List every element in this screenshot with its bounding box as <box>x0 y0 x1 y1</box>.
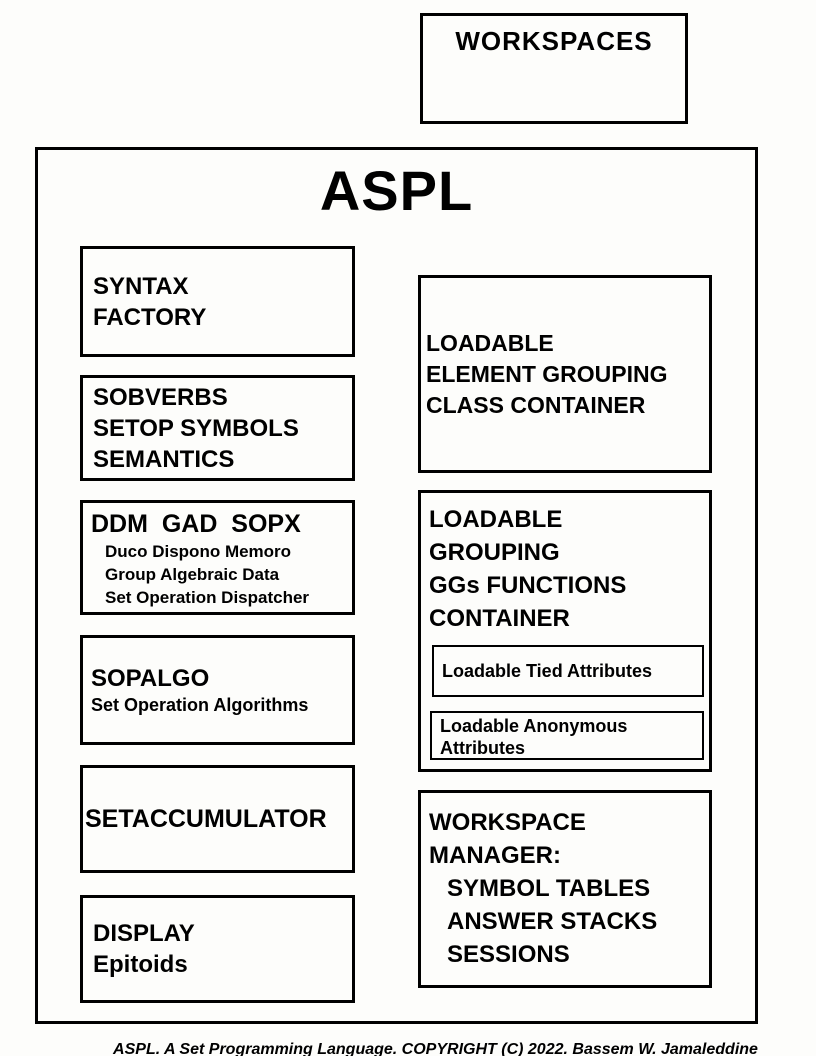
sopalgo-box <box>80 635 355 745</box>
loadable-anonymous-attributes-box <box>430 711 704 760</box>
loadable-anonymous-attributes-label: Loadable Anonymous Attributes <box>440 716 628 758</box>
loadable-element-grouping-box <box>418 275 712 473</box>
ddm-gad-sopx-title: DDM GAD SOPX <box>91 510 301 538</box>
loadable-element-line: CLASS CONTAINER <box>426 391 646 418</box>
workspace-manager-line: WORKSPACE <box>429 809 586 836</box>
sobverbs-box <box>80 375 355 481</box>
display-box <box>80 895 355 1003</box>
sobverbs-line: SETOP SYMBOLS <box>93 414 299 442</box>
workspace-manager-line: MANAGER: <box>429 842 561 869</box>
ddm-detail-line: Group Algebraic Data <box>105 565 280 584</box>
loadable-grouping-line: GGs FUNCTIONS <box>429 572 627 599</box>
setaccumulator-box <box>80 765 355 873</box>
loadable-tied-attributes-label: Loadable Tied Attributes <box>442 661 653 681</box>
display-line: DISPLAY <box>93 920 195 947</box>
ddm-detail-line: Set Operation Dispatcher <box>105 588 310 607</box>
loadable-element-line: ELEMENT GROUPING <box>426 360 668 387</box>
loadable-grouping-line: GROUPING <box>429 539 560 566</box>
syntax-factory-line: SYNTAX <box>93 272 189 300</box>
loadable-grouping-line: LOADABLE <box>429 506 563 533</box>
display-line: Epitoids <box>93 951 188 978</box>
setaccumulator-title: SETACCUMULATOR <box>85 804 327 833</box>
loadable-grouping-box <box>418 490 712 772</box>
syntax-factory-box <box>80 246 355 357</box>
workspace-manager-box <box>418 790 712 988</box>
sopalgo-title: SOPALGO <box>91 665 210 692</box>
sobverbs-line: SOBVERBS <box>93 383 228 411</box>
aspl-title: ASPL <box>319 159 474 222</box>
loadable-grouping-line: CONTAINER <box>429 605 570 632</box>
sopalgo-subtitle: Set Operation Algorithms <box>91 695 309 715</box>
aspl-container <box>35 147 758 1024</box>
ddm-gad-sopx-box <box>80 500 355 615</box>
workspace-manager-item: ANSWER STACKS <box>447 908 658 935</box>
workspaces-label: WORKSPACES <box>455 26 653 56</box>
workspaces-box <box>420 13 688 124</box>
ddm-detail-line: Duco Dispono Memoro <box>105 542 292 561</box>
copyright-caption: ASPL. A Set Programming Language. COPYRIGHT (C) 2022. Bassem W. Jamaleddine <box>113 1041 758 1056</box>
syntax-factory-line: FACTORY <box>93 303 207 331</box>
workspace-manager-item: SESSIONS <box>447 941 570 968</box>
loadable-tied-attributes-box <box>432 645 704 697</box>
loadable-element-line: LOADABLE <box>426 329 554 356</box>
workspace-manager-item: SYMBOL TABLES <box>447 875 651 902</box>
sobverbs-line: SEMANTICS <box>93 445 235 473</box>
